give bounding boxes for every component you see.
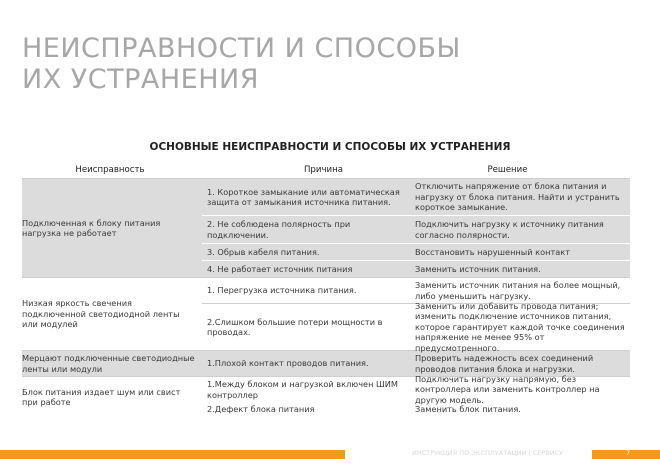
cause-fix-group <box>202 278 630 353</box>
cause-fix-pair <box>202 300 630 353</box>
cause-cell: 4. Не работает источник питания <box>207 263 353 274</box>
column-header-fix: Решение <box>487 165 528 176</box>
cause-cell: 2.Дефект блока питания <box>207 404 315 415</box>
fix-cell: Подключить нагрузку напрямую, без контроллера или заменить контроллер на другую модель. <box>415 373 600 405</box>
fix-cell: Отключить напряжение от блока питания и нагрузку от блока питания. Найти и устранить короткое замыкание. <box>415 181 620 213</box>
table-row <box>22 277 630 353</box>
table-header-row <box>22 163 630 178</box>
cause-fix-pair <box>202 260 630 277</box>
cause-cell: 1.Плохой контакт проводов питания. <box>207 358 369 369</box>
troubleshooting-table <box>22 163 630 417</box>
fix-cell: Заменить источник питания на более мощный, либо уменьшить нагрузку. <box>415 280 621 301</box>
cause-fix-pair <box>202 373 630 405</box>
cause-fix-pair <box>202 402 630 417</box>
cause-fix-group <box>202 179 630 277</box>
column-header-cause: Причина <box>303 165 344 176</box>
fault-cell: Подключенная к блоку питания нагрузка не работает <box>22 217 161 238</box>
fault-cell: Мерцают подключенные светодиодные ленты или модули <box>22 353 195 374</box>
page-title <box>22 33 461 95</box>
fault-cell: Низкая яркость свечения подключенной светодиодной ленты или модулей <box>22 298 180 330</box>
page-number: 7 <box>626 449 631 457</box>
cause-cell: 3. Обрыв кабеля питания. <box>207 246 320 257</box>
cause-cell: 1. Перегрузка источника питания. <box>207 285 357 296</box>
fix-cell: Проверить надежность всех соединений проводов питания блока и нагрузки. <box>415 353 594 374</box>
page-title-line-2: ИХ УСТРАНЕНИЯ <box>22 64 259 95</box>
page-title-line-1: НЕИСПРАВНОСТИ И СПОСОБЫ <box>22 33 461 64</box>
table-row <box>22 178 630 277</box>
cause-fix-group <box>202 373 630 417</box>
cause-cell: 2. Не соблюдена полярность при подключении. <box>207 219 351 240</box>
cause-fix-pair <box>202 215 630 243</box>
cause-cell: 1. Короткое замыкание или автоматическая защита от замыкания источника питания. <box>207 186 400 207</box>
footer-accent-bar <box>0 450 345 459</box>
fix-cell: Восстановить нарушенный контакт <box>415 246 570 257</box>
footer-label: ИНСТРУКЦИЯ ПО ЭКСПЛУАТАЦИИ | СЕРВИСУ <box>412 449 564 457</box>
cause-fix-pair <box>202 243 630 260</box>
fix-cell: Заменить источник питания. <box>415 263 541 274</box>
fix-cell: Заменить блок питания. <box>415 404 521 415</box>
fix-cell: Заменить или добавить провода питания; изменить подключение источников питания, которое гарантирует каждой точке соединения напряжение не менее 95% от предусмотренного. <box>415 300 625 353</box>
column-header-fault: Неисправность <box>75 165 145 176</box>
fix-cell: Подключить нагрузку к источнику питания согласно полярности. <box>415 219 604 240</box>
fault-cell: Блок питания издает шум или свист при работе <box>22 386 181 407</box>
cause-cell: 1.Между блоком и нагрузкой включен ШИМ контроллер <box>207 379 398 400</box>
cause-fix-pair <box>202 179 630 215</box>
table-heading: ОСНОВНЫЕ НЕИСПРАВНОСТИ И СПОСОБЫ ИХ УСТРАНЕНИЯ <box>149 141 511 153</box>
table-row <box>22 373 630 417</box>
cause-cell: 2.Слишком большие потери мощности в проводах. <box>207 316 383 337</box>
